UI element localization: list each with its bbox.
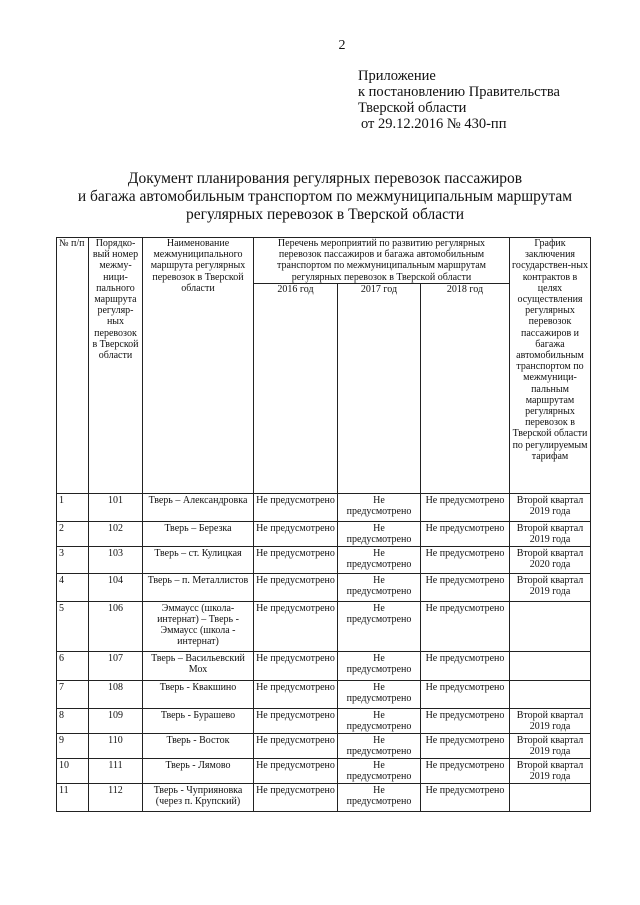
row-route-name: Эммаусс (школа-интернат) – Тверь - Эммаусс (школа - интернат) [143, 601, 254, 651]
row-schedule: Второй квартал 2019 года [510, 521, 591, 546]
document-title [60, 170, 590, 224]
appendix-date: от 29.12.2016 № 430-пп [361, 116, 507, 132]
row-schedule [510, 783, 591, 811]
row-route-name: Тверь – Васильевский Мох [143, 651, 254, 680]
row-2016: Не предусмотрено [254, 573, 338, 601]
header-num: № п/п [57, 238, 89, 494]
row-num: 1 [57, 493, 89, 521]
row-route-name: Тверь - Чуприяновка (через п. Крупский) [143, 783, 254, 811]
row-2018: Не предусмотрено [421, 546, 510, 573]
row-order: 107 [89, 651, 143, 680]
header-name: Наименование межмуниципального маршрута регулярных перевозок в Тверской области [143, 238, 254, 494]
row-schedule: Второй квартал 2019 года [510, 733, 591, 758]
row-num: 8 [57, 708, 89, 733]
row-2018: Не предусмотрено [421, 733, 510, 758]
row-2016: Не предусмотрено [254, 783, 338, 811]
row-2016: Не предусмотрено [254, 546, 338, 573]
row-2016: Не предусмотрено [254, 758, 338, 783]
table-row [57, 601, 591, 651]
row-2016: Не предусмотрено [254, 521, 338, 546]
header-schedule: График заключения государствен-ных контрактов в целях осуществления регулярных перевозок пассажиров и багажа автомобильным транспортом по межмуници-пальным маршрутам регулярных перевозок в Тверской области по регулируемым тарифам [510, 238, 591, 494]
title-line: Документ планирования регулярных перевозок пассажиров [127, 170, 523, 187]
row-schedule: Второй квартал 2019 года [510, 708, 591, 733]
row-schedule: Второй квартал 2019 года [510, 573, 591, 601]
row-2018: Не предусмотрено [421, 601, 510, 651]
row-schedule [510, 680, 591, 708]
row-2017: Не предусмотрено [338, 758, 421, 783]
row-2017: Не предусмотрено [338, 783, 421, 811]
row-num: 9 [57, 733, 89, 758]
table-row [57, 733, 591, 758]
row-2017: Не предусмотрено [338, 521, 421, 546]
row-num: 11 [57, 783, 89, 811]
row-order: 109 [89, 708, 143, 733]
appendix-line: Приложение [358, 68, 436, 84]
row-num: 6 [57, 651, 89, 680]
table-row [57, 573, 591, 601]
row-num: 7 [57, 680, 89, 708]
title-line: регулярных перевозок в Тверской области [185, 206, 465, 223]
row-2016: Не предусмотрено [254, 493, 338, 521]
table-row [57, 546, 591, 573]
row-2018: Не предусмотрено [421, 651, 510, 680]
row-2017: Не предусмотрено [338, 573, 421, 601]
page-number: 2 [338, 38, 346, 53]
row-order: 102 [89, 521, 143, 546]
row-order: 103 [89, 546, 143, 573]
row-2018: Не предусмотрено [421, 521, 510, 546]
appendix-line: к постановлению Правительства [358, 84, 560, 100]
header-2016: 2016 год [254, 283, 338, 493]
row-2017: Не предусмотрено [338, 708, 421, 733]
table-body [57, 493, 591, 811]
row-num: 10 [57, 758, 89, 783]
row-num: 5 [57, 601, 89, 651]
row-route-name: Тверь – п. Металлистов [143, 573, 254, 601]
row-2017: Не предусмотрено [338, 651, 421, 680]
table-row [57, 783, 591, 811]
title-line: и багажа автомобильным транспортом по межмуниципальным маршрутам [77, 188, 573, 205]
table-row [57, 680, 591, 708]
row-order: 104 [89, 573, 143, 601]
row-2017: Не предусмотрено [338, 733, 421, 758]
row-schedule [510, 601, 591, 651]
row-order: 111 [89, 758, 143, 783]
header-2017: 2017 год [338, 283, 421, 493]
row-route-name: Тверь - Лямово [143, 758, 254, 783]
table-row [57, 758, 591, 783]
row-order: 112 [89, 783, 143, 811]
row-order: 106 [89, 601, 143, 651]
table-row [57, 493, 591, 521]
row-schedule: Второй квартал 2019 года [510, 493, 591, 521]
row-route-name: Тверь - Квакшино [143, 680, 254, 708]
row-2016: Не предусмотрено [254, 601, 338, 651]
row-2017: Не предусмотрено [338, 680, 421, 708]
row-2016: Не предусмотрено [254, 651, 338, 680]
row-2018: Не предусмотрено [421, 573, 510, 601]
row-order: 110 [89, 733, 143, 758]
row-2017: Не предусмотрено [338, 546, 421, 573]
table-row [57, 651, 591, 680]
row-schedule: Второй квартал 2019 года [510, 758, 591, 783]
row-route-name: Тверь - Восток [143, 733, 254, 758]
routes-table [56, 237, 591, 812]
row-2016: Не предусмотрено [254, 733, 338, 758]
row-route-name: Тверь - Бурашево [143, 708, 254, 733]
row-2018: Не предусмотрено [421, 783, 510, 811]
row-2018: Не предусмотрено [421, 680, 510, 708]
row-num: 2 [57, 521, 89, 546]
row-num: 3 [57, 546, 89, 573]
row-schedule [510, 651, 591, 680]
row-route-name: Тверь – ст. Кулицкая [143, 546, 254, 573]
table-row [57, 521, 591, 546]
row-2016: Не предусмотрено [254, 680, 338, 708]
header-events: Перечень мероприятий по развитию регулярных перевозок пассажиров и багажа автомобильным транспортом по межмуниципальным маршрутам регулярных перевозок в Тверской области [254, 238, 510, 284]
appendix-block [358, 68, 560, 132]
row-2018: Не предусмотрено [421, 758, 510, 783]
row-route-name: Тверь – Александровка [143, 493, 254, 521]
row-2017: Не предусмотрено [338, 601, 421, 651]
header-2018: 2018 год [421, 283, 510, 493]
row-2016: Не предусмотрено [254, 708, 338, 733]
row-num: 4 [57, 573, 89, 601]
row-order: 108 [89, 680, 143, 708]
row-2017: Не предусмотрено [338, 493, 421, 521]
row-route-name: Тверь – Березка [143, 521, 254, 546]
row-schedule: Второй квартал 2020 года [510, 546, 591, 573]
table-row [57, 708, 591, 733]
header-order: Порядко-вый номер межму-ници-пального маршрута регуляр-ных перевозок в Тверской области [89, 238, 143, 494]
row-2018: Не предусмотрено [421, 708, 510, 733]
row-order: 101 [89, 493, 143, 521]
row-2018: Не предусмотрено [421, 493, 510, 521]
appendix-line: Тверской области [358, 100, 467, 116]
